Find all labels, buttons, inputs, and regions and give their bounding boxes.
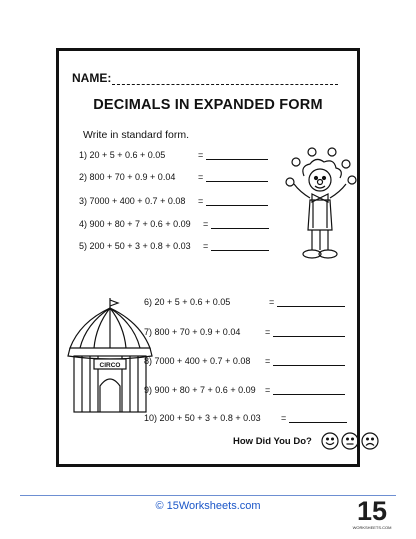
- feedback-label: How Did You Do?: [233, 436, 312, 447]
- answer-line[interactable]: [206, 173, 268, 182]
- problem-9: 9) 900 + 80 + 7 + 0.6 + 0.09: [144, 385, 256, 395]
- problem-8: 8) 7000 + 400 + 0.7 + 0.08: [144, 356, 251, 366]
- problem-7: 7) 800 + 70 + 0.9 + 0.04: [144, 327, 241, 337]
- worksheet: [56, 48, 360, 467]
- equals-sign: =: [203, 241, 209, 251]
- tent-sign: CIRCO: [99, 362, 121, 369]
- badge-text: WORKSHEETS.COM: [352, 525, 392, 530]
- name-label: NAME:: [72, 71, 112, 85]
- answer-2[interactable]: [198, 172, 268, 182]
- footer-copyright[interactable]: © 15Worksheets.com: [155, 500, 261, 512]
- equals-sign: =: [198, 150, 204, 160]
- answer-10[interactable]: [281, 413, 347, 423]
- equals-sign: =: [198, 172, 204, 182]
- happy-face-icon[interactable]: [322, 433, 338, 449]
- answer-4[interactable]: [203, 219, 269, 229]
- footer-divider: [20, 495, 396, 496]
- problem-10: 10) 200 + 50 + 3 + 0.8 + 0.03: [144, 413, 261, 423]
- sad-face-icon[interactable]: [362, 433, 378, 449]
- name-field-line[interactable]: [112, 84, 338, 85]
- equals-sign: =: [265, 327, 271, 337]
- problem-5: 5) 200 + 50 + 3 + 0.8 + 0.03: [79, 241, 191, 251]
- answer-8[interactable]: [265, 356, 345, 366]
- answer-7[interactable]: [265, 327, 345, 337]
- feedback-faces: [321, 431, 381, 451]
- answer-1[interactable]: [198, 150, 268, 160]
- answer-6[interactable]: [269, 297, 345, 307]
- clown-illustration: [282, 146, 358, 266]
- 15worksheets-logo: [352, 492, 392, 534]
- problem-1: 1) 20 + 5 + 0.6 + 0.05: [79, 150, 166, 160]
- problem-3: 3) 7000 + 400 + 0.7 + 0.08: [79, 196, 186, 206]
- badge-number: 15: [356, 496, 388, 526]
- equals-sign: =: [269, 297, 275, 307]
- answer-line[interactable]: [211, 220, 269, 229]
- answer-3[interactable]: [198, 196, 268, 206]
- equals-sign: =: [198, 196, 204, 206]
- problem-2: 2) 800 + 70 + 0.9 + 0.04: [79, 172, 176, 182]
- problem-4: 4) 900 + 80 + 7 + 0.6 + 0.09: [79, 219, 191, 229]
- equals-sign: =: [281, 413, 287, 423]
- answer-line[interactable]: [289, 414, 347, 423]
- neutral-face-icon[interactable]: [342, 433, 358, 449]
- worksheet-title: DECIMALS IN EXPANDED FORM: [93, 97, 323, 113]
- equals-sign: =: [265, 356, 271, 366]
- equals-sign: =: [265, 385, 271, 395]
- answer-line[interactable]: [273, 328, 345, 337]
- answer-9[interactable]: [265, 385, 345, 395]
- answer-line[interactable]: [277, 298, 345, 307]
- answer-line[interactable]: [206, 151, 268, 160]
- answer-5[interactable]: [203, 241, 269, 251]
- answer-line[interactable]: [211, 242, 269, 251]
- problem-6: 6) 20 + 5 + 0.6 + 0.05: [144, 297, 231, 307]
- equals-sign: =: [203, 219, 209, 229]
- circus-tent-illustration: [64, 296, 156, 416]
- instructions: Write in standard form.: [83, 129, 190, 141]
- answer-line[interactable]: [206, 197, 268, 206]
- answer-line[interactable]: [273, 386, 345, 395]
- answer-line[interactable]: [273, 357, 345, 366]
